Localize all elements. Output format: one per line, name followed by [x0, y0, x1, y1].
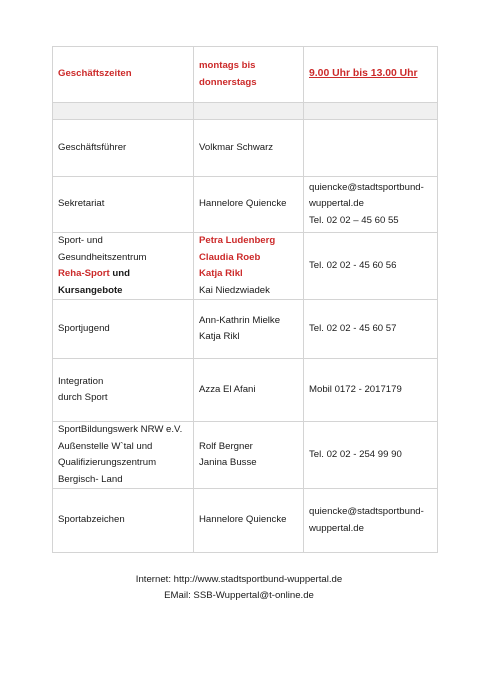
- table-row: [53, 177, 438, 233]
- header-hours: 9.00 Uhr bis 13.00 Uhr: [304, 47, 438, 103]
- footer: [0, 572, 478, 604]
- table-row-spacer: [53, 103, 438, 120]
- row-label: Geschäftsführer: [53, 120, 194, 177]
- table-row: [53, 359, 438, 422]
- table-row: [53, 120, 438, 177]
- row-name: Azza El Afani: [194, 359, 304, 422]
- table-row: [53, 489, 438, 553]
- row-label: Sekretariat: [53, 177, 194, 233]
- header-days-line1: montags bis: [199, 60, 256, 71]
- row-names: Petra Ludenberg Claudia Roeb Katja Rikl Kai Niedzwiadek: [194, 233, 304, 300]
- contact-table: [52, 46, 438, 553]
- row-contact: Tel. 02 02 - 45 60 56: [304, 233, 438, 300]
- row-label: Integration durch Sport: [53, 359, 194, 422]
- row-name: Hannelore Quiencke: [194, 489, 304, 553]
- footer-internet: Internet: http://www.stadtsportbund-wuppertal.de: [135, 574, 343, 585]
- row-name: Volkmar Schwarz: [194, 120, 304, 177]
- row-label: SportBildungswerk NRW e.V. Außenstelle W`tal und Qualifizierungszentrum Bergisch- Land: [53, 422, 194, 489]
- table-row-header: [53, 47, 438, 103]
- row-label: Sport- und Gesundheitszentrum Reha-Sport und Kursangebote: [53, 233, 194, 300]
- footer-email: EMail: SSB-Wuppertal@t-online.de: [164, 590, 314, 601]
- table-row: [53, 422, 438, 489]
- row-contact: Tel. 02 02 - 254 99 90: [304, 422, 438, 489]
- header-days-line2: donnerstags: [199, 76, 257, 88]
- row-names: Rolf Bergner Janina Busse: [194, 422, 304, 489]
- header-label: Geschäftszeiten: [53, 47, 194, 103]
- email-line-1: quiencke@stadtsportbund-: [309, 181, 424, 193]
- row-contact: Mobil 0172 - 2017179: [304, 359, 438, 422]
- row-contact: [304, 489, 438, 553]
- reha-sport-label: Reha-Sport: [58, 268, 110, 279]
- row-label: Sportabzeichen: [53, 489, 194, 553]
- row-contact: [304, 120, 438, 177]
- email-line-1: quiencke@stadtsportbund-: [309, 506, 424, 517]
- kursangebote-label: Kursangebote: [58, 284, 123, 296]
- email-line-2: wuppertal.de: [309, 522, 364, 534]
- table-row: [53, 300, 438, 359]
- row-label: Sportjugend: [53, 300, 194, 359]
- row-contact: Tel. 02 02 - 45 60 57: [304, 300, 438, 359]
- row-names: Ann-Kathrin Mielke Katja Rikl: [194, 300, 304, 359]
- row-contact: [304, 177, 438, 233]
- row-name: Hannelore Quiencke: [194, 177, 304, 233]
- table-row: [53, 233, 438, 300]
- phone-line: Tel. 02 02 – 45 60 55: [309, 214, 399, 226]
- email-line-2: wuppertal.de: [309, 198, 364, 210]
- header-days: [194, 47, 304, 103]
